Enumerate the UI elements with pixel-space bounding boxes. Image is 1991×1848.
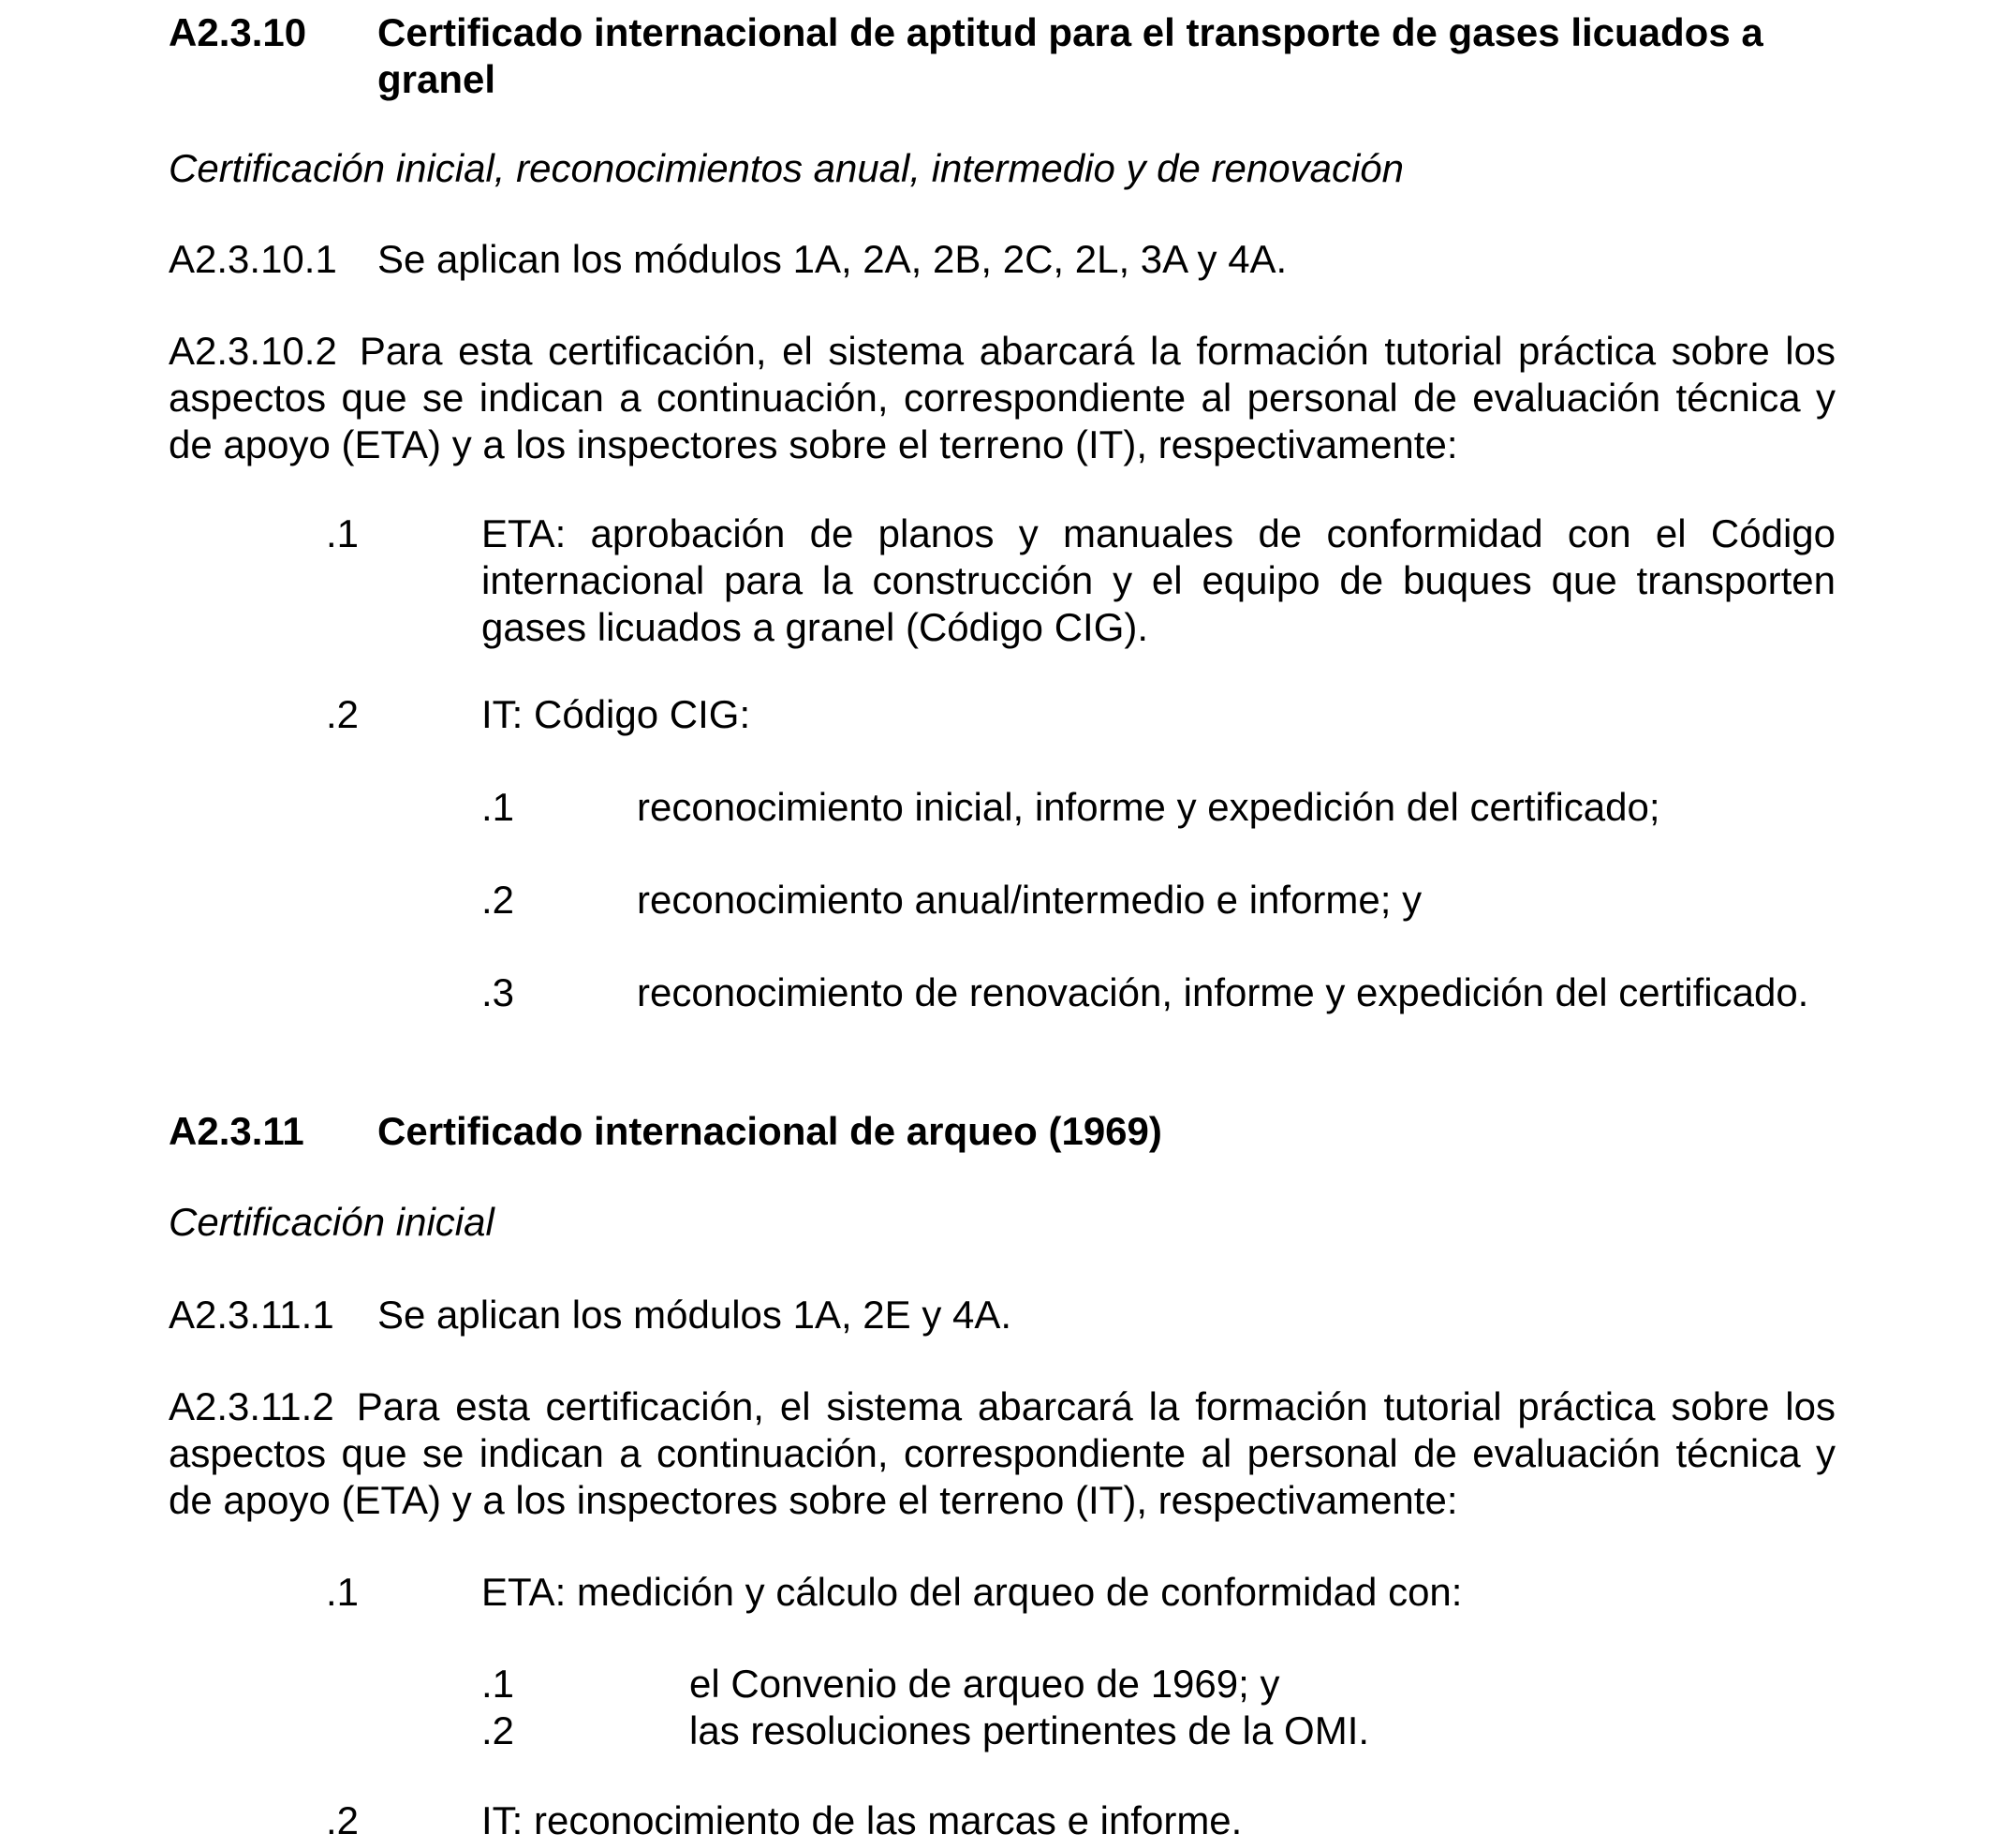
paragraph-a2-3-11-2	[169, 1383, 1836, 1524]
paragraph-a2-3-10-2	[169, 328, 1836, 468]
list-item-number: .1	[326, 511, 360, 555]
list-item-text: el Convenio de arqueo de 1969; y	[689, 1662, 1280, 1706]
section-heading-a2-3-11	[169, 1108, 1836, 1155]
heading-title: Certificado internacional de arqueo (1969)	[377, 1109, 1162, 1153]
list-item-number: .1	[326, 1570, 360, 1614]
list-item-text: ETA: aprobación de planos y manuales de conformidad con el Código internacional para la construcción y el equipo de buques que transporten gases licuados a granel (Código CIG).	[481, 511, 1836, 649]
paragraph-text: Se aplican los módulos 1A, 2E y 4A.	[377, 1293, 1012, 1337]
list-item-number: .3	[481, 970, 515, 1014]
list-item-text: las resoluciones pertinentes de la OMI.	[689, 1708, 1370, 1752]
section-subheading: Certificación inicial, reconocimientos anual, intermedio y de renovación	[169, 146, 1405, 190]
list-item-text: ETA: medición y cálculo del arqueo de conformidad con:	[481, 1570, 1463, 1614]
list-item-number: .2	[481, 1708, 515, 1752]
heading-number: A2.3.10	[169, 10, 307, 54]
list-item-text: IT: reconocimiento de las marcas e informe.	[481, 1798, 1243, 1842]
paragraph-number: A2.3.10.1	[169, 237, 337, 281]
list-item-text: IT: Código CIG:	[481, 692, 751, 736]
paragraph-text: Para esta certificación, el sistema abarcará la formación tutorial práctica sobre los aspectos que se indican a continuación, correspondiente al personal de evaluación técnica y de apoyo (ETA) y a los inspectores sobre el terreno (IT), respectivamente:	[169, 1384, 1836, 1522]
list-item-number: .2	[481, 878, 515, 922]
list-item-number: .1	[481, 1662, 515, 1706]
heading-number: A2.3.11	[169, 1109, 304, 1153]
list-item-number: .2	[326, 1798, 360, 1842]
paragraph-a2-3-11-1	[169, 1292, 1836, 1338]
section-heading-a2-3-10	[169, 9, 1836, 103]
paragraph-text: Se aplican los módulos 1A, 2A, 2B, 2C, 2L, 3A y 4A.	[377, 237, 1288, 281]
paragraph-number: A2.3.11.2	[169, 1384, 334, 1428]
paragraph-text: Para esta certificación, el sistema abarcará la formación tutorial práctica sobre los aspectos que se indican a continuación, correspondiente al personal de evaluación técnica y de apoyo (ETA) y a los inspectores sobre el terreno (IT), respectivamente:	[169, 329, 1836, 466]
list-item-number: .2	[326, 692, 360, 736]
paragraph-number: A2.3.10.2	[169, 329, 337, 373]
heading-title: Certificado internacional de aptitud para el transporte de gases licuados a granel	[377, 10, 1763, 101]
list-item-text: reconocimiento anual/intermedio e informe; y	[637, 878, 1423, 922]
list-item-text: reconocimiento de renovación, informe y expedición del certificado.	[637, 970, 1809, 1014]
list-item-text: reconocimiento inicial, informe y expedición del certificado;	[637, 785, 1660, 829]
section-subheading: Certificación inicial	[169, 1200, 494, 1244]
paragraph-a2-3-10-1	[169, 236, 1836, 283]
list-item-number: .1	[481, 785, 515, 829]
paragraph-number: A2.3.11.1	[169, 1293, 334, 1337]
